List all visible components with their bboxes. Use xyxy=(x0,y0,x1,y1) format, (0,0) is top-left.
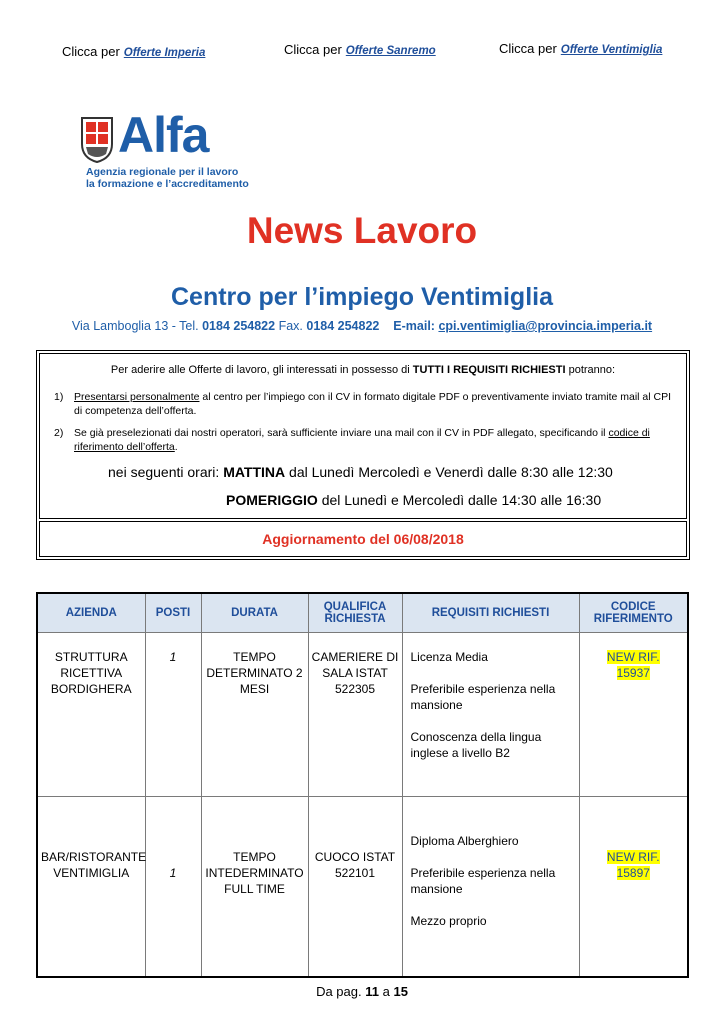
link-group-sanremo xyxy=(284,42,436,57)
link-offerte-sanremo[interactable]: Offerte Sanremo xyxy=(345,45,436,57)
link-prefix: Clicca per xyxy=(284,42,342,57)
instruction-item-2: 2) Se già preselezionati dai nostri operatori, sarà sufficiente inviare una mail con il CV in PDF allegato, specificando il codice di riferimento dell’offerta. xyxy=(54,427,650,453)
hours-morning: nei seguenti orari: MATTINA dal Lunedì Mercoledì e Venerdì dalle 8:30 alle 12:30 xyxy=(108,464,613,480)
col-header-azienda: AZIENDA xyxy=(37,593,145,633)
link-offerte-imperia[interactable]: Offerte Imperia xyxy=(123,47,206,59)
code-label: NEW RIF. xyxy=(606,650,660,664)
cell-requisiti: Licenza Media Preferibile esperienza nella mansione Conoscenza della lingua inglese a livello B2 xyxy=(402,633,579,797)
link-offerte-ventimiglia[interactable]: Offerte Ventimiglia xyxy=(560,44,663,56)
page-title: News Lavoro xyxy=(246,210,478,251)
link-prefix: Clicca per xyxy=(62,44,120,59)
cell-durata: TEMPO INTEDERMINATO FULL TIME xyxy=(201,797,308,977)
cell-posti: 1 xyxy=(145,633,201,797)
job-offers-table xyxy=(36,592,689,978)
cell-azienda: STRUTTURA RICETTIVA BORDIGHERA xyxy=(37,633,145,797)
col-header-requisiti: REQUISITI RICHIESTI xyxy=(402,593,579,633)
office-address: Via Lamboglia 13 - Tel. 0184 254822 Fax. 0184 254822 E-mail: cpi.ventimiglia@provincia.imperia.it xyxy=(71,319,653,333)
cell-azienda: BAR/RISTORANTE VENTIMIGLIA xyxy=(37,797,145,977)
table-row xyxy=(37,633,688,797)
col-header-posti: POSTI xyxy=(145,593,201,633)
table-row xyxy=(37,797,688,977)
link-prefix: Clicca per xyxy=(499,41,557,56)
office-name: Centro per l’impiego Ventimiglia xyxy=(170,283,553,311)
cell-qualifica: CUOCO ISTAT 522101 xyxy=(308,797,402,977)
table-header-row xyxy=(37,593,688,633)
logo-wordmark: Alfa xyxy=(118,107,209,163)
col-header-qualifica: QUALIFICA RICHIESTA xyxy=(308,593,402,633)
update-date: Aggiornamento del 06/08/2018 xyxy=(39,521,687,557)
alfa-logo xyxy=(80,107,280,192)
code-number: 15897 xyxy=(616,866,650,880)
hours-afternoon: POMERIGGIO del Lunedì e Mercoledì dalle 14:30 alle 16:30 xyxy=(226,492,602,508)
cell-durata: TEMPO DETERMINATO 2 MESI xyxy=(201,633,308,797)
logo-subtitle: Agenzia regionale per il lavoro la formazione e l’accreditamento xyxy=(86,166,249,190)
instruction-item-1: 1) Presentarsi personalmente al centro per l’impiego con il CV in formato digitale PDF o preventivamente inviato tramite mail al CPI di competenza dell’offerta. xyxy=(54,391,672,417)
cell-qualifica: CAMERIERE DI SALA ISTAT 522305 xyxy=(308,633,402,797)
code-label: NEW RIF. xyxy=(606,850,660,864)
instructions-panel xyxy=(39,353,687,519)
liguria-shield-icon xyxy=(80,114,114,164)
info-box xyxy=(36,350,690,560)
col-header-codice: CODICE RIFERIMENTO xyxy=(579,593,688,633)
cell-posti: 1 xyxy=(145,797,201,977)
cell-codice xyxy=(579,633,688,797)
code-number: 15937 xyxy=(616,666,650,680)
link-group-imperia xyxy=(62,44,205,59)
page-range: Da pag. 11 a 15 xyxy=(316,984,408,999)
email-link[interactable]: cpi.ventimiglia@provincia.imperia.it xyxy=(438,319,653,333)
link-group-ventimiglia xyxy=(499,41,662,56)
cell-requisiti: Diploma Alberghiero Preferibile esperienza nella mansione Mezzo proprio xyxy=(402,797,579,977)
col-header-durata: DURATA xyxy=(201,593,308,633)
cell-codice xyxy=(579,797,688,977)
intro-text: Per aderire alle Offerte di lavoro, gli interessati in possesso di TUTTI I REQUISITI RICHIESTI potranno: xyxy=(110,364,616,376)
